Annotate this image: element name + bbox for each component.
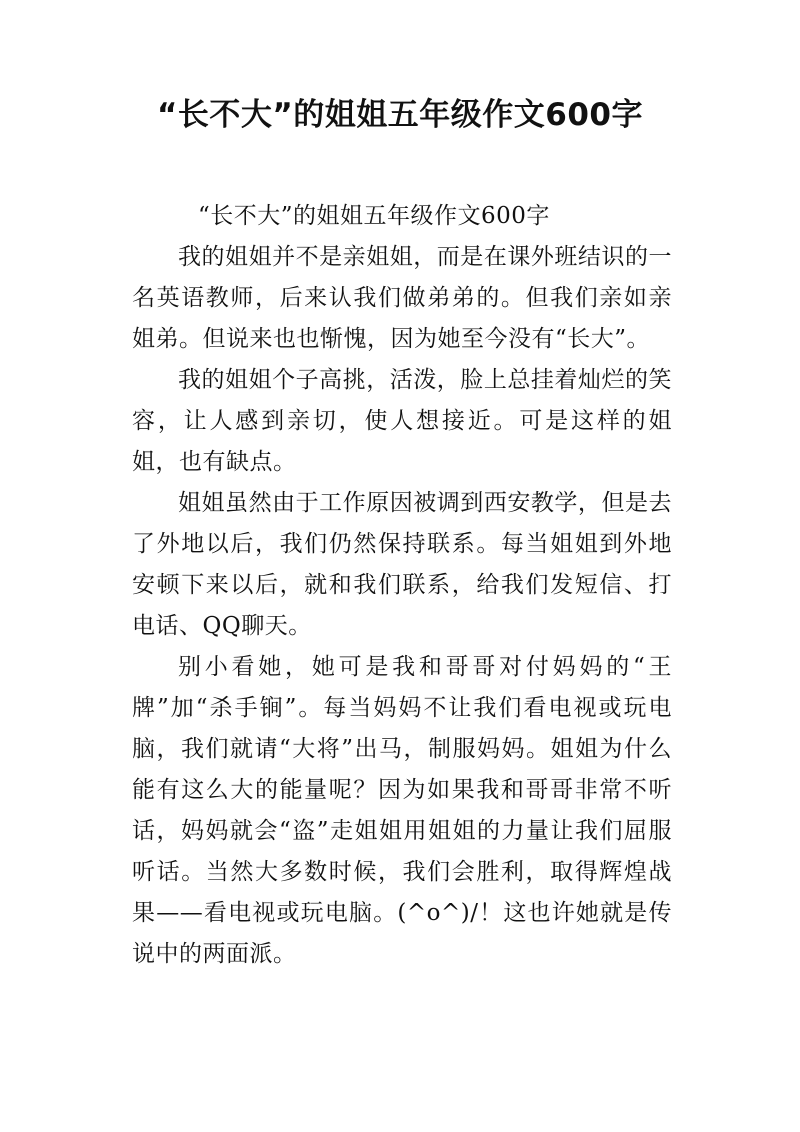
paragraph-1: 我的姐姐并不是亲姐姐，而是在课外班结识的一名英语教师，后来认我们做弟弟的。但我们亲如亲姐弟。但说来也也惭愧，因为她至今没有“长大”。 <box>132 244 672 352</box>
document-body <box>132 196 672 975</box>
paragraph-3: 姐姐虽然由于工作原因被调到西安教学，但是去了外地以后，我们仍然保持联系。每当姐姐到外地安顿下来以后，就和我们联系，给我们发短信、打电话、QQ聊天。 <box>132 490 672 639</box>
paragraph-4: 别小看她，她可是我和哥哥对付妈妈的“王牌”加“杀手锏”。每当妈妈不让我们看电视或玩电脑，我们就请“大将”出马，制服妈妈。姐姐为什么能有这么大的能量呢？因为如果我和哥哥非常不听话，妈妈就会“盗”走姐姐用姐姐的力量让我们屈服听话。当然大多数时候，我们会胜利，取得辉煌战果——看电视或玩电脑。(^o^)/！这也许她就是传说中的两面派。 <box>132 654 672 967</box>
document-title: “长不大”的姐姐五年级作文600字 <box>157 97 643 133</box>
document-subtitle: “长不大”的姐姐五年级作文600字 <box>198 203 550 229</box>
paragraph-2: 我的姐姐个子高挑，活泼，脸上总挂着灿烂的笑容，让人感到亲切，使人想接近。可是这样的姐姐，也有缺点。 <box>132 367 672 475</box>
